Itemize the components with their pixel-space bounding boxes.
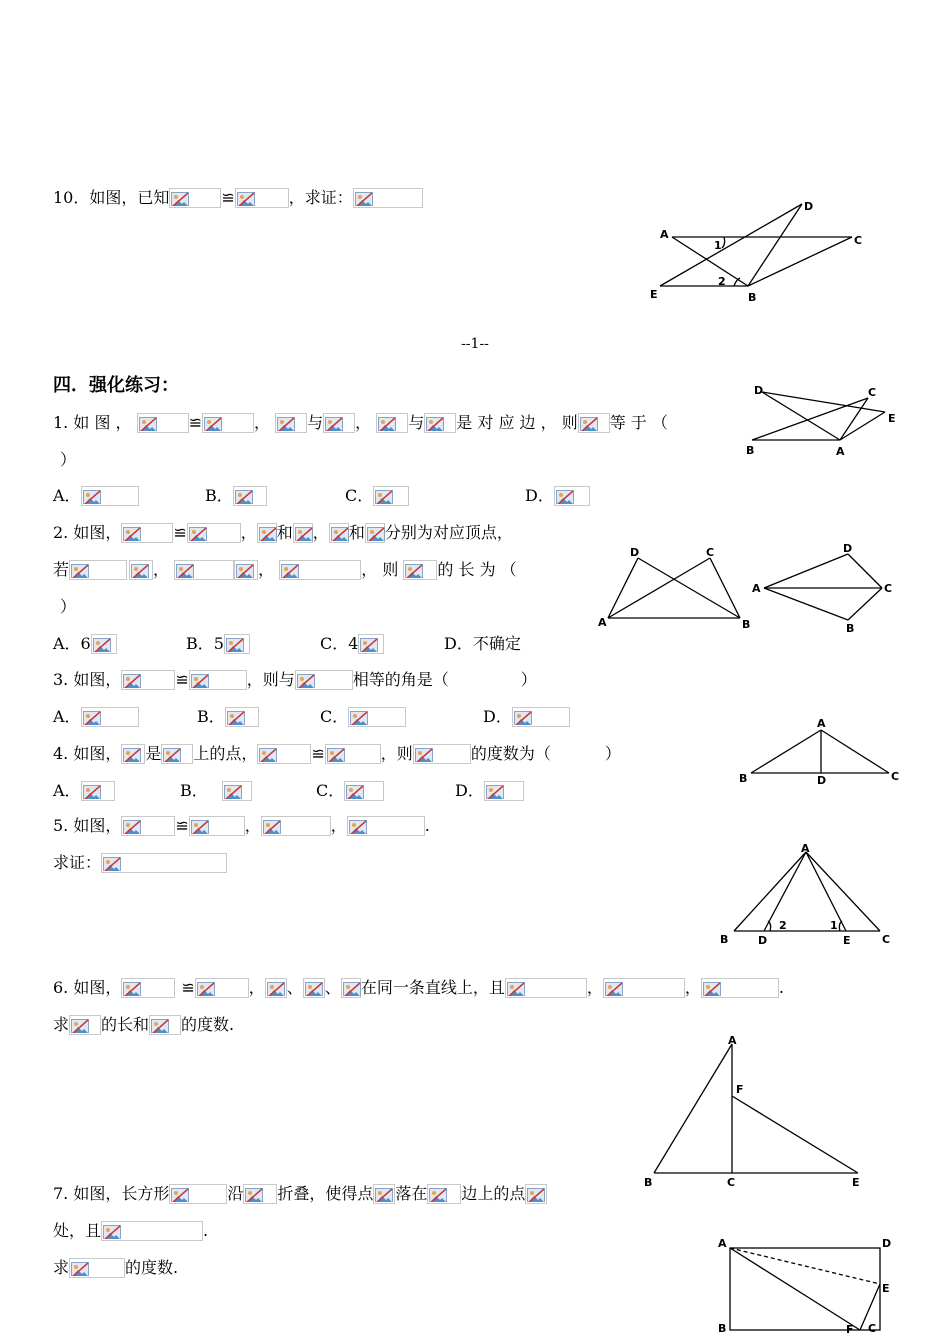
q4-option-c (316, 777, 384, 803)
q2-figure-right (748, 538, 898, 638)
broken-image-icon (580, 415, 598, 431)
congruent-symbol: ≌ (311, 743, 325, 763)
broken-image-icon (71, 1017, 89, 1033)
formula-image (353, 188, 423, 208)
formula-image (376, 413, 408, 433)
broken-image-icon (197, 980, 215, 996)
q10-prove-text: ，求证： (288, 187, 353, 207)
formula-image (225, 707, 259, 727)
broken-image-icon (245, 1186, 263, 1202)
label-D: D (630, 546, 640, 559)
q4-text: 4. 如图， (53, 743, 122, 763)
q3-option-b (197, 703, 259, 729)
q2-text: 分别为对应顶点， (384, 522, 513, 542)
angle-1-label: 1 (714, 239, 722, 252)
q4-option-b (180, 777, 252, 803)
broken-image-icon (226, 636, 244, 652)
option-label: C． (316, 780, 345, 800)
q1-text: ， (355, 412, 372, 432)
formula-image (121, 744, 145, 764)
label-B: B (720, 933, 729, 946)
q7-text: 求 (53, 1257, 70, 1277)
q1-text: 等 于 （ (609, 412, 668, 432)
label-C: C (868, 1322, 877, 1335)
formula-image (347, 816, 425, 836)
formula-image (329, 523, 349, 543)
formula-image (484, 781, 524, 801)
q5-text: ， (244, 815, 261, 835)
formula-image (403, 560, 437, 580)
formula-image (348, 707, 406, 727)
q3-option-c (320, 703, 406, 729)
q2-figure-left (594, 540, 754, 632)
q2-text: ， (153, 559, 170, 579)
broken-image-icon (71, 562, 89, 578)
formula-image (578, 413, 610, 433)
label-C: C (854, 234, 863, 247)
q1-text: 1. 如 图 ， (53, 412, 132, 432)
option-label: D． (455, 780, 484, 800)
formula-image (323, 413, 355, 433)
broken-image-icon (191, 672, 209, 688)
q6-line (53, 974, 784, 1000)
q2-text: 的 长 为 （ (437, 559, 517, 579)
formula-image (121, 670, 175, 690)
broken-image-icon (131, 562, 149, 578)
broken-image-icon (259, 525, 277, 541)
formula-image (69, 1015, 101, 1035)
broken-image-icon (507, 980, 525, 996)
formula-image (81, 486, 139, 506)
formula-image (235, 188, 289, 208)
option-label: B．5 (186, 633, 224, 653)
broken-image-icon (605, 980, 623, 996)
label-F: F (736, 1083, 744, 1096)
formula-image (265, 978, 287, 998)
q7-text: . (203, 1220, 209, 1240)
q4-option-d (455, 777, 524, 803)
q6-text: 求 (53, 1014, 70, 1034)
broken-image-icon (83, 783, 101, 799)
label-E: E (650, 288, 658, 301)
formula-image (69, 1258, 125, 1278)
q2-text: ， (240, 522, 257, 542)
broken-image-icon (259, 746, 277, 762)
q7-line-1 (53, 1180, 547, 1206)
broken-image-icon (415, 746, 433, 762)
label-B: B (742, 618, 751, 631)
formula-image (81, 707, 139, 727)
q3-text: 相等的角是（ (352, 669, 449, 689)
option-label: B． (205, 485, 233, 505)
formula-image (234, 560, 258, 580)
option-label: D． (525, 485, 554, 505)
formula-image (149, 1015, 181, 1035)
q7-text: 的度数. (125, 1257, 179, 1277)
formula-image (261, 816, 331, 836)
q6-figure (640, 1028, 870, 1193)
formula-image (257, 523, 277, 543)
q1-text: 与 (307, 412, 324, 432)
formula-image (222, 781, 252, 801)
congruent-symbol: ≌ (221, 187, 235, 207)
formula-image (195, 978, 249, 998)
q4-text: 上的点， (193, 743, 258, 763)
broken-image-icon (375, 1186, 393, 1202)
broken-image-icon (350, 709, 368, 725)
option-label: B． (197, 706, 225, 726)
broken-image-icon (224, 783, 242, 799)
q7-text: 边上的点 (461, 1183, 526, 1203)
broken-image-icon (514, 709, 532, 725)
formula-image (365, 523, 385, 543)
formula-image (344, 781, 384, 801)
q6-text: 在同一条直线上，且 (360, 977, 505, 997)
q2-text: 和 (348, 522, 365, 542)
label-F: F (846, 1323, 854, 1336)
option-label: B． (180, 780, 208, 800)
q5-prove-line (53, 849, 227, 875)
formula-image (101, 853, 227, 873)
q6-text: 6. 如图， (53, 977, 122, 997)
q1-text: ） (60, 449, 77, 469)
q1-option-d (525, 482, 590, 508)
label-B: B (748, 291, 757, 304)
formula-image (279, 560, 361, 580)
q4-text: 是 (145, 743, 162, 763)
broken-image-icon (378, 415, 396, 431)
option-label: A． (53, 485, 81, 505)
formula-image (505, 978, 587, 998)
q2-line-1 (53, 519, 513, 545)
broken-image-icon (297, 672, 315, 688)
option-label: A． (53, 780, 81, 800)
broken-image-icon (527, 1186, 545, 1202)
formula-image (169, 188, 221, 208)
angle-2-label: 2 (779, 919, 787, 932)
q3-text: ，则与 (246, 669, 295, 689)
option-label: D．不确定 (444, 633, 521, 653)
q3-line (53, 666, 537, 692)
label-D: D (758, 934, 768, 947)
broken-image-icon (171, 190, 189, 206)
formula-image (69, 560, 127, 580)
label-B: B (739, 772, 748, 785)
label-B: B (746, 444, 755, 457)
broken-image-icon (405, 562, 423, 578)
formula-image (121, 816, 175, 836)
broken-image-icon (83, 488, 101, 504)
broken-image-icon (176, 562, 194, 578)
option-label: C． (345, 485, 374, 505)
q7-text: 沿 (227, 1183, 244, 1203)
formula-image (91, 634, 117, 654)
label-B: B (718, 1322, 727, 1335)
congruent-symbol: ≌ (188, 412, 203, 432)
broken-image-icon (327, 746, 345, 762)
formula-image (161, 744, 193, 764)
broken-image-icon (486, 783, 504, 799)
label-A: A (817, 717, 826, 730)
formula-image (701, 978, 779, 998)
formula-image (373, 486, 409, 506)
q4-option-a (53, 777, 115, 803)
q7-figure (710, 1232, 900, 1342)
formula-image (202, 413, 254, 433)
broken-image-icon (429, 1186, 447, 1202)
formula-image (224, 634, 250, 654)
formula-image (512, 707, 570, 727)
broken-image-icon (360, 636, 378, 652)
label-A: A (728, 1034, 737, 1047)
q4-figure (735, 714, 905, 790)
q5-text: . (424, 815, 430, 835)
q2-text: ， (312, 522, 329, 542)
q3-text: 3. 如图， (53, 669, 122, 689)
broken-image-icon (71, 1260, 89, 1276)
formula-image (358, 634, 384, 654)
formula-image (129, 560, 153, 580)
broken-image-icon (163, 746, 181, 762)
q1-option-c (345, 482, 409, 508)
formula-image (603, 978, 685, 998)
label-B: B (846, 622, 855, 635)
q4-text: ） (604, 743, 621, 763)
option-label: D． (483, 706, 512, 726)
formula-image (525, 1184, 547, 1204)
q2-close (60, 593, 76, 619)
broken-image-icon (267, 980, 285, 996)
broken-image-icon (83, 709, 101, 725)
q7-line-2 (53, 1217, 208, 1243)
label-C: C (891, 770, 900, 783)
congruent-symbol: ≌ (175, 815, 189, 835)
broken-image-icon (281, 562, 299, 578)
q1-line (53, 409, 668, 435)
broken-image-icon (191, 818, 209, 834)
q2-text: ， (258, 559, 275, 579)
broken-image-icon (123, 525, 141, 541)
q2-line-2 (53, 556, 517, 582)
q6-text: 、 (324, 977, 341, 997)
formula-image (424, 413, 456, 433)
q4-text: 的度数为（ (470, 743, 551, 763)
formula-image (257, 744, 311, 764)
q1-text: 与 (408, 412, 425, 432)
label-B: B (644, 1176, 653, 1189)
formula-image (341, 978, 361, 998)
broken-image-icon (227, 709, 245, 725)
option-label: A． (53, 706, 81, 726)
formula-image (137, 413, 189, 433)
label-D: D (843, 542, 853, 555)
label-C: C (882, 933, 891, 946)
broken-image-icon (367, 525, 385, 541)
broken-image-icon (331, 525, 349, 541)
q10-line (53, 184, 423, 210)
angle-2-label: 2 (718, 275, 726, 288)
q5-text: ， (330, 815, 347, 835)
broken-image-icon (237, 190, 255, 206)
formula-image (81, 781, 115, 801)
q6-text: ， (248, 977, 265, 997)
q1-option-b (205, 482, 267, 508)
q4-text: ，则 (380, 743, 413, 763)
broken-image-icon (277, 415, 295, 431)
label-E: E (882, 1282, 890, 1295)
label-A: A (660, 228, 669, 241)
label-A: A (598, 616, 607, 629)
formula-image (174, 560, 234, 580)
q2-option-a (53, 630, 117, 656)
q7-text: 7. 如图，长方形 (53, 1183, 170, 1203)
formula-image (295, 670, 353, 690)
formula-image (275, 413, 307, 433)
broken-image-icon (305, 980, 323, 996)
label-A: A (752, 582, 761, 595)
label-D: D (804, 200, 814, 213)
label-C: C (727, 1176, 736, 1189)
broken-image-icon (139, 415, 157, 431)
label-C: C (706, 546, 715, 559)
broken-image-icon (426, 415, 444, 431)
broken-image-icon (295, 525, 313, 541)
broken-image-icon (151, 1017, 169, 1033)
q1-option-a (53, 482, 139, 508)
broken-image-icon (171, 1186, 189, 1202)
q2-text: ， 则 (361, 559, 399, 579)
q10-figure (640, 188, 880, 308)
q2-text: ） (60, 596, 77, 616)
broken-image-icon (325, 415, 343, 431)
formula-image (325, 744, 381, 764)
q3-option-d (483, 703, 570, 729)
broken-image-icon (204, 415, 222, 431)
label-A: A (836, 445, 845, 458)
q2-option-c (320, 630, 384, 656)
q6-text: 的长和 (101, 1014, 150, 1034)
broken-image-icon (103, 855, 121, 871)
q2-option-b (186, 630, 250, 656)
broken-image-icon (103, 1223, 121, 1239)
broken-image-icon (235, 488, 253, 504)
option-label: C． (320, 706, 349, 726)
label-A: A (718, 1237, 727, 1250)
label-D: D (754, 384, 764, 397)
q2-option-d (444, 630, 521, 656)
q2-text: 若 (53, 559, 70, 579)
q6-text: ， (586, 977, 603, 997)
angle-1-label: 1 (830, 919, 838, 932)
q6-ask-line (53, 1011, 234, 1037)
broken-image-icon (123, 980, 141, 996)
congruent-symbol: ≌ (175, 669, 189, 689)
q2-text: 2. 如图， (53, 522, 122, 542)
broken-image-icon (236, 562, 254, 578)
broken-image-icon (189, 525, 207, 541)
broken-image-icon (556, 488, 574, 504)
formula-image (303, 978, 325, 998)
broken-image-icon (123, 672, 141, 688)
formula-image (427, 1184, 461, 1204)
option-label: A．6 (53, 633, 91, 653)
label-D: D (882, 1237, 892, 1250)
broken-image-icon (343, 980, 361, 996)
formula-image (373, 1184, 395, 1204)
q7-text: 处，且 (53, 1220, 102, 1240)
q1-text: 是 对 应 边 ， 则 (456, 412, 578, 432)
label-D: D (817, 774, 827, 787)
q5-figure (712, 840, 902, 950)
formula-image (121, 978, 175, 998)
formula-image (413, 744, 471, 764)
formula-image (189, 816, 245, 836)
q1-text: ， (254, 412, 271, 432)
formula-image (187, 523, 241, 543)
q6-text: ， (684, 977, 701, 997)
broken-image-icon (355, 190, 373, 206)
q4-line (53, 740, 621, 766)
q6-text: . (778, 977, 784, 997)
q7-text: 折叠，使得点 (277, 1183, 374, 1203)
q10-text: 10．如图，已知 (53, 187, 170, 207)
q1-close (60, 446, 76, 472)
label-A: A (801, 842, 810, 855)
congruent-symbol: ≌ (181, 977, 195, 997)
label-E: E (852, 1176, 860, 1189)
broken-image-icon (349, 818, 367, 834)
formula-image (243, 1184, 277, 1204)
broken-image-icon (123, 746, 141, 762)
q1-figure (740, 378, 910, 463)
broken-image-icon (703, 980, 721, 996)
q5-text: 求证： (53, 852, 102, 872)
q5-text: 5. 如图， (53, 815, 122, 835)
formula-image (189, 670, 247, 690)
formula-image (121, 523, 173, 543)
q6-text: 的度数. (181, 1014, 235, 1034)
label-C: C (884, 582, 893, 595)
q7-text: 落在 (395, 1183, 428, 1203)
formula-image (169, 1184, 227, 1204)
page-number: --1-- (461, 336, 489, 352)
q7-ask-line (53, 1254, 178, 1280)
label-E: E (888, 412, 896, 425)
label-C: C (868, 386, 877, 399)
broken-image-icon (375, 488, 393, 504)
formula-image (293, 523, 313, 543)
label-E: E (843, 934, 851, 947)
q6-text: 、 (286, 977, 303, 997)
formula-image (233, 486, 267, 506)
formula-image (554, 486, 590, 506)
broken-image-icon (123, 818, 141, 834)
section-title: 四．强化练习： (53, 375, 179, 396)
broken-image-icon (263, 818, 281, 834)
q3-option-a (53, 703, 139, 729)
q5-line (53, 812, 430, 838)
q2-text: 和 (276, 522, 293, 542)
option-label: C．4 (320, 633, 359, 653)
broken-image-icon (346, 783, 364, 799)
congruent-symbol: ≌ (173, 522, 187, 542)
broken-image-icon (93, 636, 111, 652)
formula-image (101, 1221, 203, 1241)
q3-text: ） (520, 669, 537, 689)
